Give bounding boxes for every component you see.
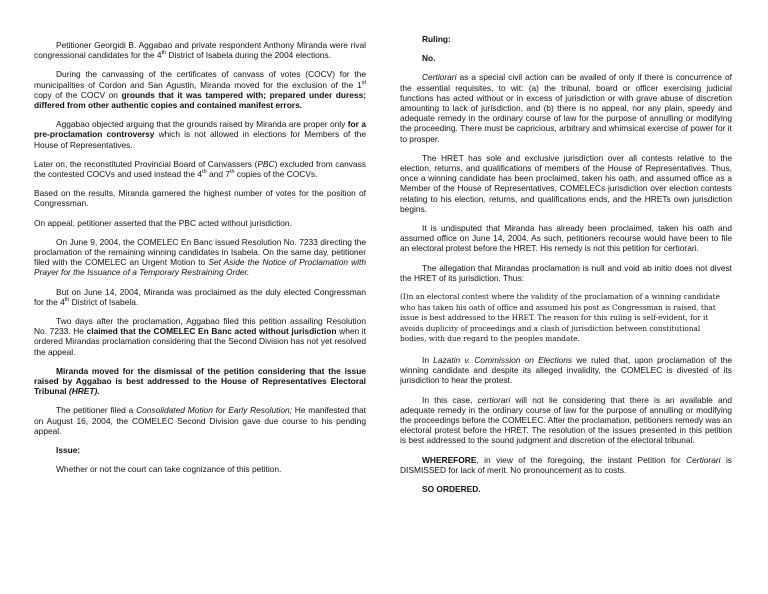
text: He manifested that on August 16, 2004, the COMELEC Second Division gave due course to his pending appeal. — [34, 405, 367, 436]
text: when it ordered Mirandas proclamation considering that the Second Division has not yet resolved the appeal. — [34, 326, 366, 357]
ruling-paragraph-4: The allegation that Mirandas proclamation is null and void ab initio does not divest the HRET of its jurisdiction. Thus: — [400, 262, 732, 283]
ruling-paragraph-2: The HRET has sole and exclusive jurisdiction over all contests relative to the election, returns, and qualifications of members of the House of Representatives. Thus, once a winning candidate has been proclaimed, taken his oath, and assumed office as a Member of the House of Representatives, COMELECs jurisdiction over election contests relating to his election, returns, and qualifications ends, and the HRETs own jurisdiction begins. — [400, 152, 732, 214]
right-column — [400, 34, 732, 503]
dispositive-paragraph — [400, 455, 732, 475]
text: The petitioner filed a — [56, 405, 137, 416]
facts-paragraph-2 — [34, 69, 366, 110]
facts-paragraph-7 — [34, 237, 366, 278]
italic-text: certiorari — [477, 394, 511, 405]
ordinal-suffix: th — [229, 169, 235, 176]
facts-paragraph-10 — [34, 366, 366, 397]
italic-text: Certiorari — [686, 454, 721, 465]
ruling-answer: No. — [422, 53, 436, 64]
text: and 7 — [206, 169, 230, 180]
text: District of Isabela. — [69, 296, 139, 307]
bold-italic-text: (HRET). — [68, 386, 100, 397]
italic-text: Set Aside the Notice of Proclamation with Prayer for the Issuance of a Temporary Restraining Order. — [34, 257, 366, 278]
so-ordered: SO ORDERED. — [422, 484, 481, 495]
text: as a special civil action can be availed of only if there is concurrence of the essential requisites, to wit: (a) the tribunal, board or officer exercising judicial functions has acted without or in excess of jurisdiction or with grave abuse of discretion amounting to lack of jurisdiction, and (b) there is no appeal, nor any plain, speedy and adequate remedy in the ordinary course of law for the purpose of annulling or modifying the proceeding. There must be capricious, arbitrary and whimsical exercise of power for it to prosper. — [400, 72, 732, 144]
ordinal-suffix: th — [161, 50, 167, 57]
bold-text: for a pre-proclamation controversy — [34, 119, 366, 140]
text: Two days after the proclamation, Aggabao filed this petition assailing Resolution No. 7233. He — [34, 316, 366, 337]
bold-text: Miranda moved for the dismissal of the petition considering that the issue raised by Aggabao is best addressed to the House of Representatives Electoral Tribunal — [34, 365, 366, 397]
facts-paragraph-3 — [34, 119, 366, 150]
facts-paragraph-9 — [34, 316, 366, 357]
text: copy of the COCV on — [34, 89, 122, 100]
italic-text: Lazatin v. Commission on Elections — [433, 355, 573, 366]
text: In this case, — [422, 394, 478, 405]
text: Petitioner Georgidi B. Aggabao and private respondent Anthony Miranda were rival congressional candidates for the 4 — [34, 40, 366, 61]
text: ) excluded from canvass the contested COCVs and used instead the 4 — [34, 158, 366, 180]
text: During the canvassing of the certificates of canvass of votes (COCV) for the municipalities of Cordon and San Agustin, Miranda moved for the exclusion of the 1 — [34, 69, 366, 90]
text: is DISMISSED for lack of merit. No pronouncement as to costs. — [400, 454, 732, 475]
issue-text: Whether or not the court can take cognizance of this petition. — [56, 464, 282, 475]
text: But on June 14, 2004, Miranda was proclaimed as the duly elected Congressman for the 4 — [34, 286, 366, 307]
text: we ruled that, upon proclamation of the winning candidate and despite its alleged invalidity, the COMELEC is divested of its jurisdiction to hear the protest. — [400, 355, 733, 386]
italic-text: PBC — [257, 158, 275, 169]
bold-text: claimed that the COMELEC En Banc acted without jurisdiction — [86, 326, 337, 337]
ordinal-suffix: th — [202, 169, 207, 176]
facts-paragraph-1 — [34, 40, 366, 60]
text: copies of the COCVs. — [234, 169, 318, 180]
ruling-paragraph-5 — [400, 355, 732, 386]
ruling-paragraph-3: It is undisputed that Miranda has already been proclaimed, taken his oath and assumed office on June 14, 2004. As such, petitioners recourse would have been to file an electoral protest before the HRET. His remedy is not this petition for certiorari. — [400, 223, 732, 254]
ruling-heading: Ruling: — [422, 34, 451, 44]
block-quote: (I)n an electoral contest where the validity of the proclamation of a winning candidate who has taken his oath of office and assumed his post as Congressman is raised, that issue is best addressed to the HRET. The reason for this ruling is self-evident, for it avoids duplicity of proceedings and a clash of jurisdiction between constitutional bodies, with due regard to the peoples mandate. — [400, 292, 720, 344]
facts-paragraph-8 — [34, 287, 366, 307]
italic-text: Certiorari — [422, 72, 457, 83]
text: , in view of the foregoing, the instant Petition for — [476, 454, 687, 465]
bold-text: WHEREFORE — [422, 454, 477, 465]
text: Later on, the reconstituted Provincial Board of Canvassers ( — [34, 158, 258, 169]
text: will not lie considering that there is an available and adequate remedy in the ordinary course of law for the purpose of annulling or modifying the proceedings before the COMELEC. After the proclamation, petitioners remedy was an electoral protest before the HRET. The resolution of the issues presented in this petition is best addressed to the sound judgment and discretion of the electoral tribunal. — [400, 394, 732, 446]
text: On June 9, 2004, the COMELEC En Banc issued Resolution No. 7233 directing the proclamation of the remaining winning candidates in Isabela. On the same day, petitioner filed with the COMELEC an Urgent Motion to — [34, 236, 366, 268]
italic-text: Consolidated Motion for Early Resolution; — [136, 405, 292, 416]
left-column — [34, 40, 366, 484]
text: District of Isabela during the 2004 elections. — [166, 50, 331, 61]
ruling-paragraph-1 — [400, 72, 732, 143]
bold-text: grounds that it was tampered with; prepared under duress; differed from other authentic copies and contained manifest errors. — [34, 89, 367, 111]
issue-heading: Issue: — [56, 445, 81, 456]
text: which is not allowed in elections for Members of the House of Representatives. — [34, 129, 366, 150]
text: In — [422, 355, 434, 366]
facts-paragraph-4 — [34, 159, 366, 179]
facts-paragraph-6: On appeal, petitioner asserted that the PBC acted without jurisdiction. — [34, 217, 292, 228]
facts-paragraph-5: Based on the results, Miranda garnered the highest number of votes for the position of Congressman. — [34, 188, 366, 209]
ordinal-suffix: st — [361, 79, 366, 86]
text: Aggabao objected arguing that the grounds raised by Miranda are proper only — [56, 119, 348, 130]
facts-paragraph-11 — [34, 405, 366, 436]
ordinal-suffix: th — [64, 297, 70, 304]
ruling-paragraph-6 — [400, 395, 732, 446]
